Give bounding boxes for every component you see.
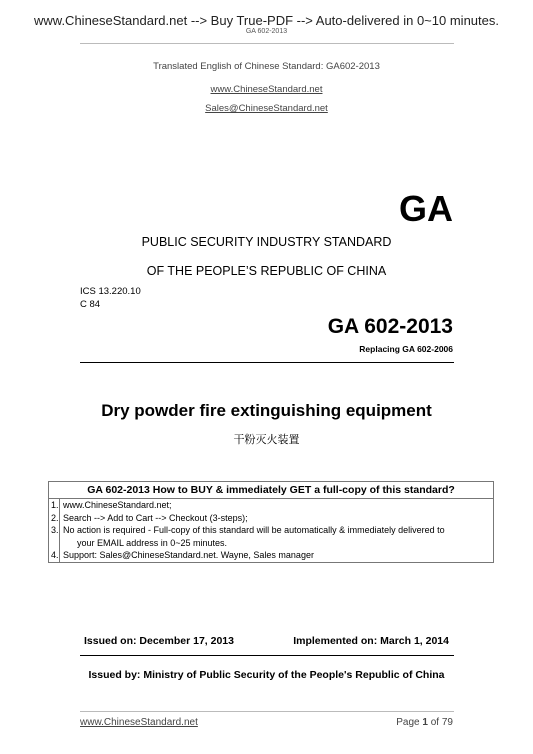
issuer: Issued by: Ministry of Public Security of the People's Republic of China bbox=[88, 669, 445, 681]
step-text: No action is required - Full-copy of this standard will be automatically & immediately delivered to bbox=[63, 525, 445, 535]
translation-website-row bbox=[0, 79, 533, 97]
step-text: Search --> Add to Cart --> Checkout (3-steps); bbox=[63, 512, 248, 523]
email-link[interactable]: Sales@ChineseStandard.net bbox=[205, 103, 328, 114]
step-text: www.ChineseStandard.net; bbox=[63, 500, 172, 510]
issued-date: Issued on: December 17, 2013 bbox=[84, 635, 234, 647]
header-standard-code: GA 602-2013 bbox=[245, 28, 288, 35]
industry-line-2: OF THE PEOPLE’S REPUBLIC OF CHINA bbox=[146, 264, 387, 278]
standard-title-english: Dry powder fire extinguishing equipment bbox=[101, 401, 432, 420]
page-suffix: of 79 bbox=[427, 717, 453, 728]
buy-steps-list bbox=[49, 499, 493, 562]
translation-note: Translated English of Chinese Standard: GA602-2013 bbox=[153, 61, 380, 72]
page-current: 1 bbox=[422, 717, 428, 728]
website-link[interactable]: www.ChineseStandard.net bbox=[210, 84, 323, 95]
page-prefix: Page bbox=[396, 717, 423, 728]
ics-code: ICS 13.220.10 bbox=[80, 286, 141, 297]
standard-prefix: GA bbox=[399, 188, 453, 229]
buy-box-title: GA 602-2013 How to BUY & immediately GET a full-copy of this standard? bbox=[87, 484, 455, 496]
standard-title-chinese: 干粉灭火装置 bbox=[233, 433, 300, 446]
top-banner: www.ChineseStandard.net --> Buy True-PDF --> Auto-delivered in 0~10 minutes. bbox=[34, 13, 499, 28]
step-number: 4. bbox=[51, 550, 59, 560]
buy-step bbox=[49, 549, 493, 562]
standard-number: GA 602-2013 bbox=[327, 315, 453, 338]
buy-step bbox=[49, 524, 493, 549]
buy-info-box bbox=[48, 481, 494, 563]
replacing-standard: Replacing GA 602-2006 bbox=[359, 344, 453, 354]
header-divider bbox=[80, 43, 454, 44]
industry-line-1: PUBLIC SECURITY INDUSTRY STANDARD bbox=[141, 235, 392, 249]
step-text: Support: Sales@ChineseStandard.net. Wayne, Sales manager bbox=[63, 550, 314, 560]
step-number: 3. bbox=[51, 525, 59, 535]
ccs-code: C 84 bbox=[80, 299, 101, 310]
dates-divider bbox=[80, 655, 454, 656]
buy-step bbox=[49, 512, 493, 525]
buy-step bbox=[49, 499, 493, 512]
footer-website-link[interactable]: www.ChineseStandard.net bbox=[80, 717, 198, 728]
title-divider bbox=[80, 362, 454, 363]
step-number: 2. bbox=[51, 512, 59, 523]
implemented-date: Implemented on: March 1, 2014 bbox=[293, 635, 449, 647]
step-text-continued: your EMAIL address in 0~25 minutes. bbox=[77, 537, 227, 548]
footer-divider bbox=[80, 711, 454, 712]
page-indicator bbox=[396, 717, 453, 728]
translation-email-row bbox=[0, 98, 533, 116]
step-number: 1. bbox=[51, 500, 59, 510]
